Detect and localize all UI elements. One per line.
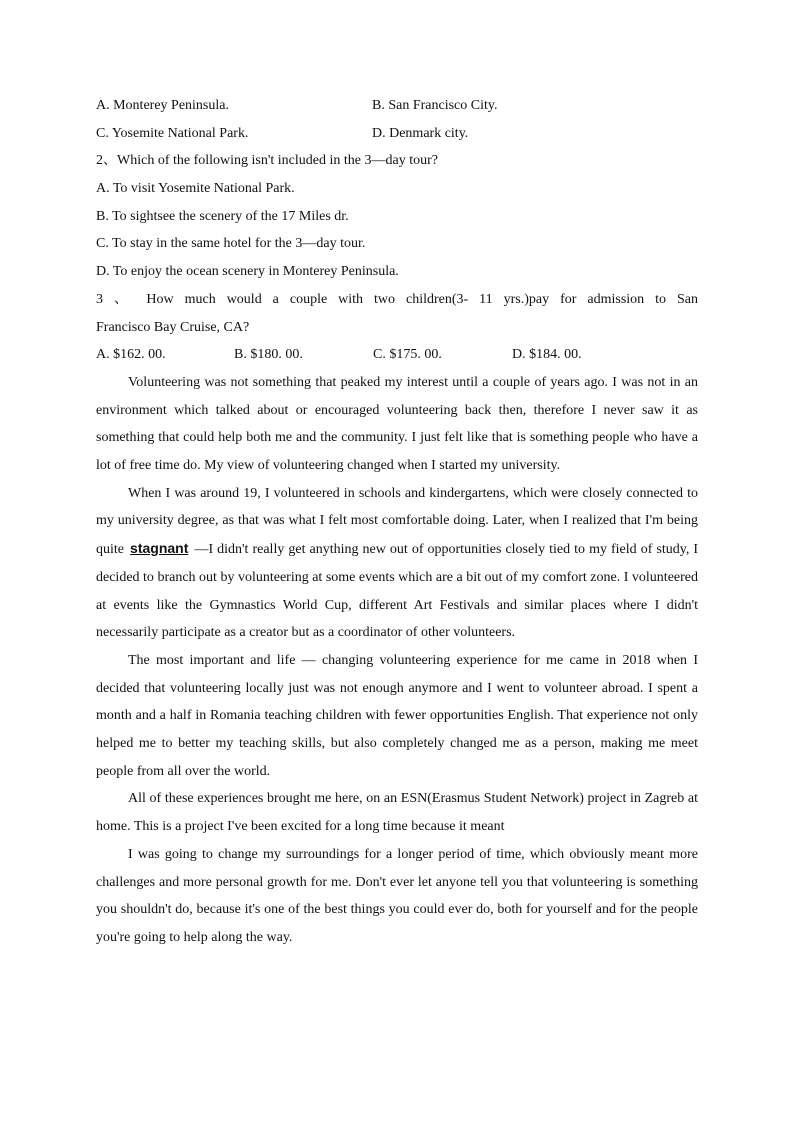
question-3-option-b: B. $180. 00. [234, 347, 303, 363]
passage-paragraph-2 [96, 480, 698, 647]
keyword-stagnant: stagnant [130, 540, 189, 557]
question-2-option-b: B. To sightsee the scenery of the 17 Miles dr. [96, 208, 349, 224]
question-2-option-a: A. To visit Yosemite National Park. [96, 181, 295, 197]
question-3-option-d: D. $184. 00. [512, 347, 582, 363]
question-3-stem-line-1: 3 、 How much would a couple with two children(3- 11 yrs.)pay for admission to San [96, 291, 698, 307]
passage-paragraph-5: I was going to change my surroundings for a longer period of time, which obviously meant more challenges and more personal growth for me. Don't ever let anyone tell you that volunteering is something you shouldn't do, because it's one of the best things you could ever do, both for yourself and for the people you're going to help along the way. [96, 846, 698, 945]
question-1-options-row-1 [96, 92, 698, 120]
question-3-stem-line-2: Francisco Bay Cruise, CA? [96, 319, 250, 335]
passage-paragraph-2-after: —I didn't really get anything new out of opportunities closely tied to my field of study, I decided to branch out by volunteering at some events which are a bit out of my comfort zone. I volunteered at events like the Gymnastics World Cup, different Art Festivals and similar places where I didn't necessarily participate as a creator but as a coordinator of other volunteers. [96, 542, 699, 641]
passage-paragraph-2-before: When I was around 19, I volunteered in schools and kindergartens, which were closely connected to my university degree, as that was what I felt most comfortable doing. Later, when I realized that I'm being quite [96, 485, 698, 558]
passage-paragraph-4: All of these experiences brought me here, on an ESN(Erasmus Student Network) project in Zagreb at home. This is a project I've been excited for a long time because it meant [96, 791, 698, 835]
document-content [96, 92, 698, 952]
passage-paragraph-3: The most important and life — changing volunteering experience for me came in 2018 when I decided that volunteering locally just was not enough anymore and I went to volunteer abroad. I spent a month and a half in Romania teaching children with fewer opportunities English. That experience not only helped me to better my teaching skills, but also completely changed me as a person, making me meet people from all over the world. [96, 652, 698, 779]
question-1-options-row-2 [96, 120, 698, 148]
question-2-stem: 2、Which of the following isn't included in the 3—day tour? [96, 153, 438, 169]
question-3-option-c: C. $175. 00. [373, 347, 442, 363]
question-1-option-c: C. Yosemite National Park. [96, 125, 249, 141]
question-2-option-c: C. To stay in the same hotel for the 3—day tour. [96, 236, 366, 252]
question-1-option-a: A. Monterey Peninsula. [96, 98, 229, 113]
question-1-option-d: D. Denmark city. [372, 125, 469, 141]
passage-paragraph-1: Volunteering was not something that peaked my interest until a couple of years ago. I was not in an environment which talked about or encouraged volunteering back then, therefore I never saw it as something that could help both me and the community. I just felt like that is something people who have a lot of free time do. My view of volunteering changed when I started my university. [96, 374, 698, 474]
question-3-option-a: A. $162. 00. [96, 347, 166, 363]
question-2-option-d: D. To enjoy the ocean scenery in Monterey Peninsula. [96, 264, 399, 280]
question-3-options [96, 341, 698, 369]
question-1-option-b: B. San Francisco City. [372, 98, 498, 113]
